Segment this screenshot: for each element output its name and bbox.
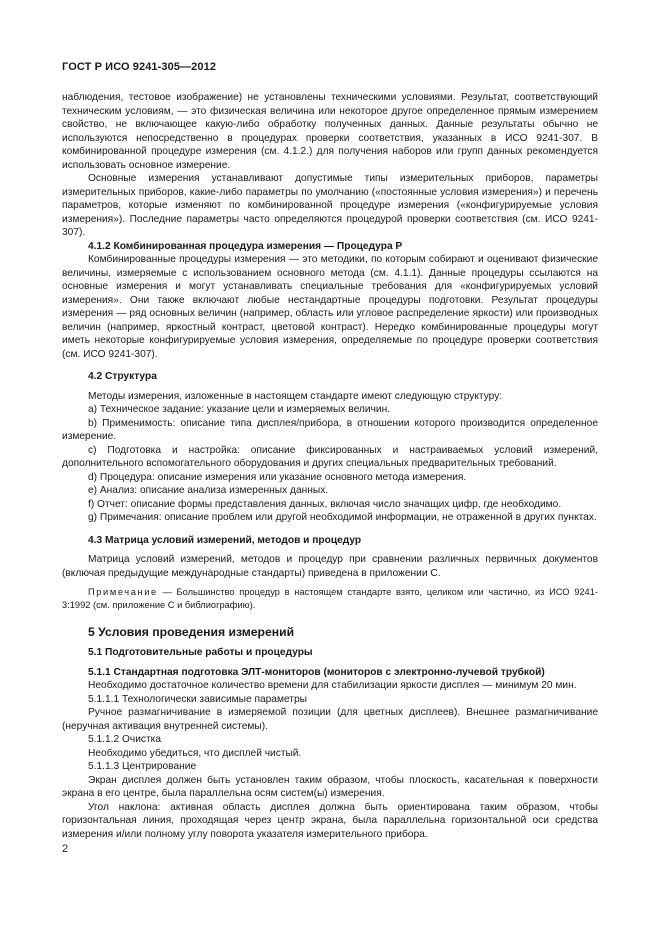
section-4-3-heading: 4.3 Матрица условий измерений, методов и процедур [88, 534, 362, 546]
section-5-heading: 5 Условия проведения измерений [88, 625, 295, 639]
paragraph-stabilization: Необходимо достаточное количество времени для стабилизации яркости дисплея — минимум 20 мин. [88, 680, 577, 691]
list-item-d: d) Процедура: описание измерения или указание основного метода измерения. [88, 471, 467, 483]
section-5-1-heading: 5.1 Подготовительные работы и процедуры [88, 647, 313, 658]
list-item-e: e) Анализ: описание анализа измеренных данных. [88, 485, 329, 496]
subsection-4-1-2-heading: 4.1.2 Комбинированная процедура измерения — Процедура Р [88, 240, 403, 252]
paragraph-basic-measurements: Основные измерения устанавливают допустимые типы измерительных приборов, параметры измерительных приборов, какие-либо параметры по умолчанию («постоянные условия измерения») и перечень параметров, которые изменяют по комбинированной процедуре измерения («конфигурируемые условия измерения»). Последние параметры часто определяются процедурой проверки соответствия (см. ИСО 9241-307). [62, 173, 598, 238]
list-item-a: a) Техническое задание: указание цели и измеряемых величин. [88, 404, 391, 415]
subsection-5-1-1-1-heading: 5.1.1.1 Технологически зависимые параметры [88, 693, 307, 705]
paragraph-centering: Экран дисплея должен быть установлен таким образом, чтобы плоскость, касательная к поверхности экрана в его центре, была параллельна осям систем(ы) измерения. [62, 774, 598, 799]
paragraph-continuation: наблюдения, тестовое изображение) не установлены техническими условиями. Результат, соответствующий техническим условиям, — это физическая величина или некоторое другое определенное прямым измерением свойство, не включающее какую-либо обработку полученных данных. Данные результаты обычно не используются непосредственно в процедурах проверки соответствия, указанных в ИСО 9241-307. В комбинированной процедуре измерения (см. 4.1.2.) для получения наборов или групп данных рекомендуется использовать основное измерение. [62, 92, 598, 171]
subsection-5-1-1-heading: 5.1.1 Стандартная подготовка ЭЛТ-мониторов (мониторов с электронно-лучевой трубкой) [88, 666, 545, 678]
list-item-c: c) Подготовка и настройка: описание фиксированных и настраиваемых условий измерений, дополнительного вспомогательного оборудования и других специальных предварительных требований. [62, 444, 598, 469]
list-item-g: g) Примечания: описание проблем или другой необходимой информации, не отраженной в других пунктах. [88, 512, 597, 523]
paragraph-combined-procedures: Комбинированные процедуры измерения — это методики, по которым собирают и оценивают физические величины, измеряемые с использованием основного метода (см. 4.1.1). Данные процедуры ссылаются на основные измерения и могут устанавливать специальные требования для «конфигурируемых условий измерения». Они также включают любые нестандартные процедуры подготовки. Результат процедуры измерения — ряд основных величин (например, область или угловое распределение яркости) или производных величин (например, яркостный контраст, цветовой контраст). Нередко комбинированные процедуры могут иметь некоторые конфигурируемые условия измерения, определяемые по процедуре проверки соответствия (см. ИСО 9241-307). [62, 254, 598, 360]
paragraph-degaussing: Ручное размагничивание в измеряемой позиции (для цветных дисплеев). Внешнее размагничивание (неручная активация внутренней системы). [62, 707, 598, 732]
page-content [62, 91, 598, 841]
note-text: — Большинство процедур в настоящем стандарте взято, целиком или частично, из ИСО 9241-3:1992 (см. приложение С и библиографию). [62, 587, 598, 610]
paragraph-matrix: Матрица условий измерений, методов и процедур при сравнении различных первичных документов (включая предыдущие международные стандарты) приведена в приложении С. [62, 554, 598, 579]
list-item-f: f) Отчет: описание формы представления данных, включая число значащих цифр, где необходимо. [88, 498, 562, 510]
paragraph-cleaning: Необходимо убедиться, что дисплей чистый. [88, 747, 302, 759]
section-4-2-heading: 4.2 Структура [88, 371, 157, 382]
note-label: Примечание [88, 587, 158, 597]
subsection-5-1-1-2-heading: 5.1.1.2 Очистка [88, 734, 162, 745]
list-item-b: b) Применимость: описание типа дисплея/прибора, в отношении которого производится определенное измерение. [62, 417, 598, 442]
paragraph-structure-intro: Методы измерения, изложенные в настоящем стандарте имеют следующую структуру: [88, 390, 503, 402]
subsection-5-1-1-3-heading: 5.1.1.3 Центрирование [88, 761, 197, 772]
page-number: 2 [62, 843, 69, 855]
paragraph-tilt-angle: Угол наклона: активная область дисплея должна быть ориентирована таким образом, чтобы горизонтальная линия, проходящая через центр экрана, была параллельна горизонтальной оси средства измерения и/или полному углу поворота указателя измерительного прибора. [62, 801, 598, 840]
page-header: ГОСТ Р ИСО 9241-305—2012 [62, 61, 217, 73]
note [62, 586, 598, 611]
